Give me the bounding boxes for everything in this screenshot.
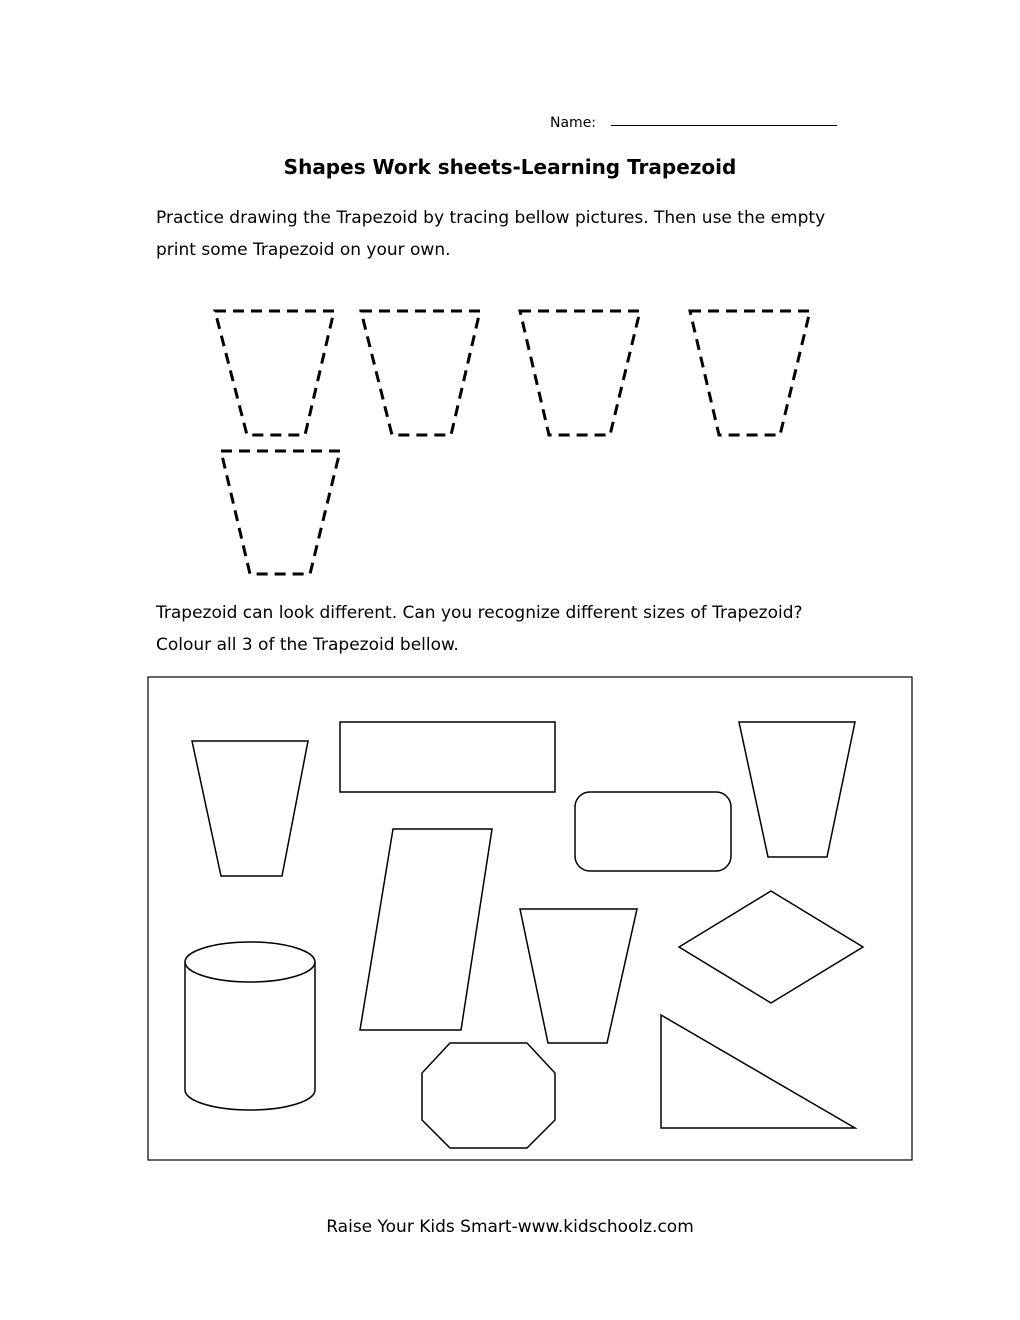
cylinder-shape[interactable] bbox=[185, 942, 315, 1110]
dashed-trapezoid[interactable] bbox=[361, 311, 480, 435]
dashed-trapezoid[interactable] bbox=[520, 311, 640, 435]
trapezoid-shape[interactable] bbox=[192, 741, 308, 876]
right-triangle-shape[interactable] bbox=[661, 1015, 855, 1128]
rounded-rectangle-shape[interactable] bbox=[575, 792, 731, 871]
dashed-trapezoid[interactable] bbox=[215, 311, 334, 435]
dashed-trapezoid[interactable] bbox=[221, 451, 340, 574]
instruction-line: Trapezoid can look different. Can you recognize different sizes of Trapezoid? bbox=[156, 603, 803, 623]
page-title: Shapes Work sheets-Learning Trapezoid bbox=[283, 155, 737, 179]
name-label: Name: bbox=[550, 115, 597, 131]
trapezoid-shape[interactable] bbox=[520, 909, 637, 1043]
trapezoid-shape[interactable] bbox=[739, 722, 855, 857]
instruction-line: Colour all 3 of the Trapezoid bellow. bbox=[156, 635, 459, 655]
instruction-line: Practice drawing the Trapezoid by tracing bellow pictures. Then use the empty bbox=[156, 208, 826, 228]
tracing-trapezoids bbox=[215, 311, 810, 574]
rhombus-shape[interactable] bbox=[679, 891, 863, 1003]
parallelogram-shape[interactable] bbox=[360, 829, 492, 1030]
instruction-line: print some Trapezoid on your own. bbox=[156, 240, 451, 260]
octagon-shape[interactable] bbox=[422, 1043, 555, 1148]
rectangle-shape[interactable] bbox=[340, 722, 555, 792]
dashed-trapezoid[interactable] bbox=[690, 311, 810, 435]
footer-text: Raise Your Kids Smart-www.kidschoolz.com bbox=[326, 1217, 694, 1237]
